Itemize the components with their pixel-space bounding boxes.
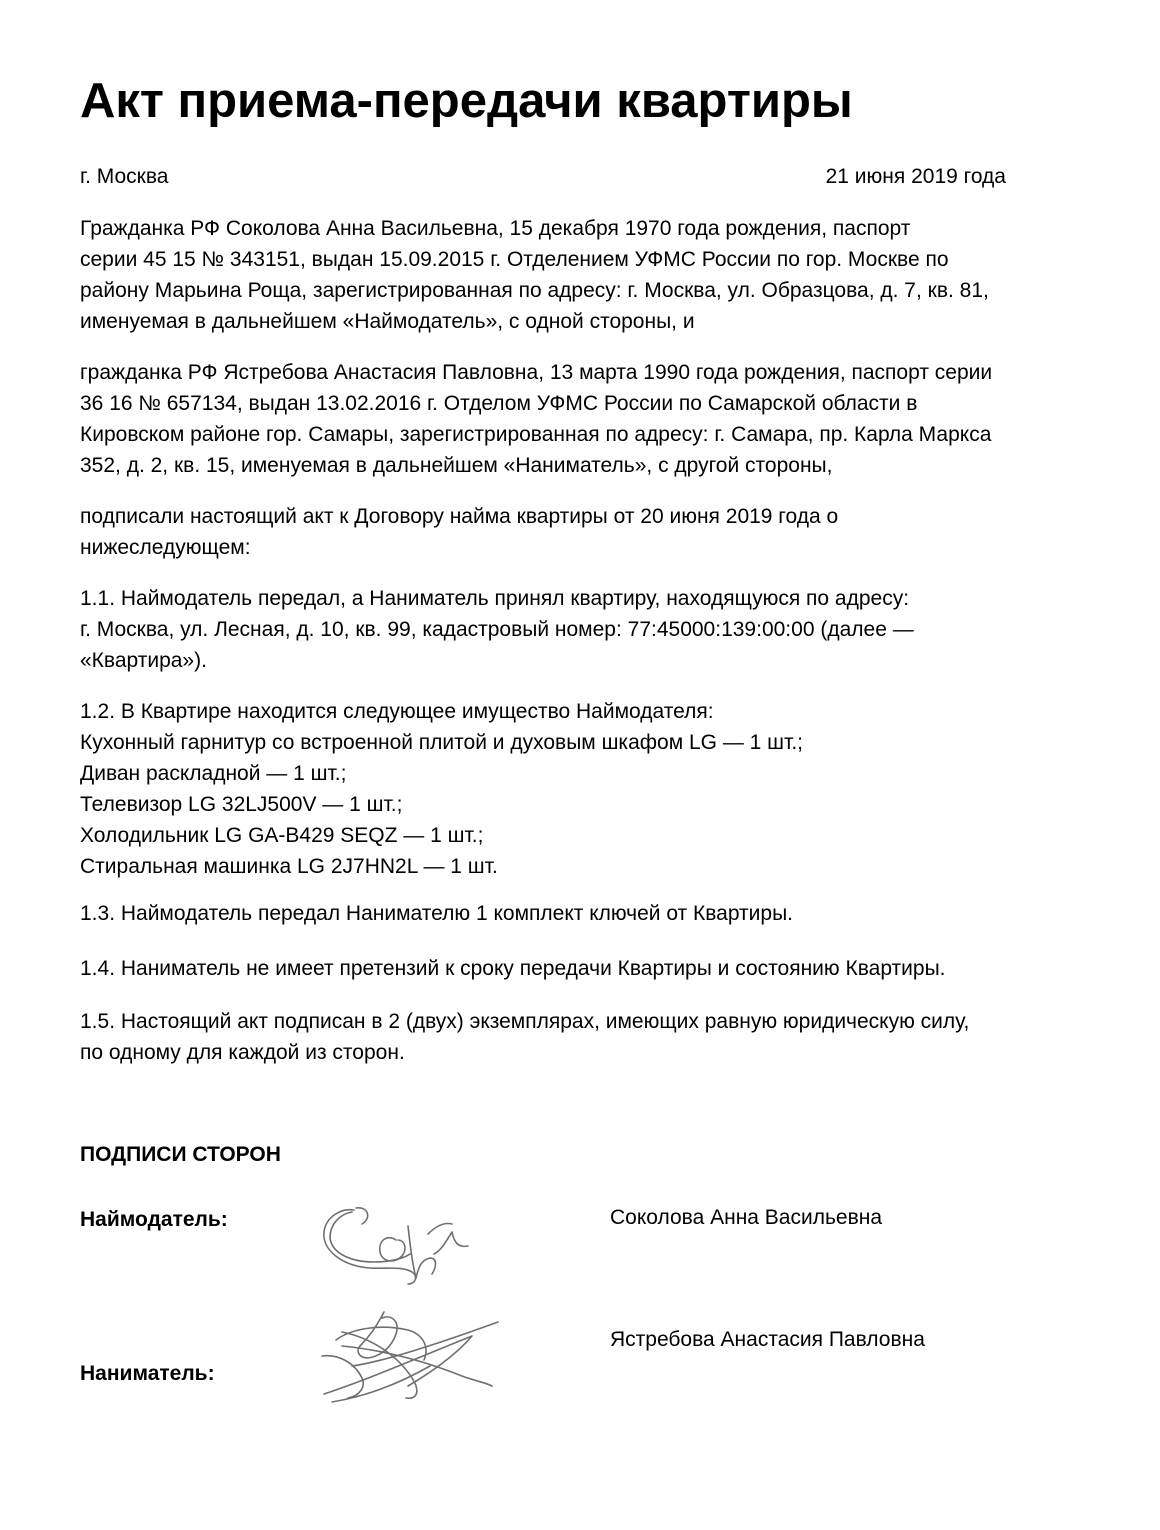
tenant-signature	[312, 1306, 512, 1416]
landlord-name: Соколова Анна Васильевна	[610, 1206, 883, 1229]
paragraph-line: подписали настоящий акт к Договору найма квартиры от 20 июня 2019 года о	[80, 505, 839, 528]
paragraph-line: «Квартира»).	[80, 649, 207, 672]
party-tenant-paragraph	[80, 357, 992, 481]
paragraph-line: 352, д. 2, кв. 15, именуемая в дальнейшем «Наниматель», с другой стороны,	[80, 454, 833, 477]
paragraph-line: 1.5. Настоящий акт подписан в 2 (двух) экземплярах, имеющих равную юридическую силу,	[80, 1010, 970, 1033]
clause-1-4: 1.4. Наниматель не имеет претензий к сроку передачи Квартиры и состоянию Квартиры.	[80, 957, 946, 980]
property-item: Холодильник LG GA-B429 SEQZ — 1 шт.;	[80, 824, 484, 847]
document-title: Акт приема-передачи квартиры	[80, 74, 853, 128]
property-item: Диван раскладной — 1 шт.;	[80, 762, 347, 785]
paragraph-line: именуемая в дальнейшем «Наймодатель», с одной стороны, и	[80, 310, 695, 333]
document-date: 21 июня 2019 года	[825, 165, 1006, 188]
paragraph-line: серии 45 15 № 343151, выдан 15.09.2015 г. Отделением УФМС России по гор. Москве по	[80, 248, 949, 271]
paragraph-line: Гражданка РФ Соколова Анна Васильевна, 15 декабря 1970 года рождения, паспорт	[80, 217, 911, 240]
paragraph-line: 1.1. Наймодатель передал, а Наниматель принял квартиру, находящуюся по адресу:	[80, 587, 910, 610]
paragraph-line: 36 16 № 657134, выдан 13.02.2016 г. Отделом УФМС России по Самарской области в	[80, 392, 918, 415]
landlord-signature	[312, 1196, 482, 1296]
clause-1-1	[80, 583, 914, 676]
paragraph-line: г. Москва, ул. Лесная, д. 10, кв. 99, кадастровый номер: 77:45000:139:00:00 (далее —	[80, 618, 914, 641]
property-item: Стиральная машинка LG 2J7HN2L — 1 шт.	[80, 855, 498, 878]
tenant-name: Ястребова Анастасия Павловна	[610, 1328, 925, 1351]
signatures-heading: ПОДПИСИ СТОРОН	[80, 1143, 281, 1166]
clause-1-5	[80, 1006, 969, 1068]
paragraph-line: нижеследующем:	[80, 536, 251, 559]
clause-1-3: 1.3. Наймодатель передал Нанимателю 1 комплект ключей от Квартиры.	[80, 902, 794, 925]
paragraph-line: Кировском районе гор. Самары, зарегистрированная по адресу: г. Самара, пр. Карла Маркса	[80, 423, 992, 446]
city: г. Москва	[80, 165, 169, 188]
party-landlord-paragraph	[80, 213, 989, 337]
paragraph-line: по одному для каждой из сторон.	[80, 1041, 405, 1064]
paragraph-line: гражданка РФ Ястребова Анастасия Павловна, 13 марта 1990 года рождения, паспорт серии	[80, 361, 993, 384]
clause-1-2	[80, 696, 803, 882]
property-item: Телевизор LG 32LJ500V — 1 шт.;	[80, 793, 403, 816]
landlord-role-label: Наймодатель:	[80, 1208, 228, 1231]
tenant-role-label: Наниматель:	[80, 1362, 215, 1385]
paragraph-line: 1.2. В Квартире находится следующее имущество Наймодателя:	[80, 700, 714, 723]
paragraph-line: району Марьина Роща, зарегистрированная по адресу: г. Москва, ул. Образцова, д. 7, кв. 81,	[80, 279, 989, 302]
property-item: Кухонный гарнитур со встроенной плитой и духовым шкафом LG — 1 шт.;	[80, 731, 803, 754]
preamble-paragraph	[80, 501, 838, 563]
